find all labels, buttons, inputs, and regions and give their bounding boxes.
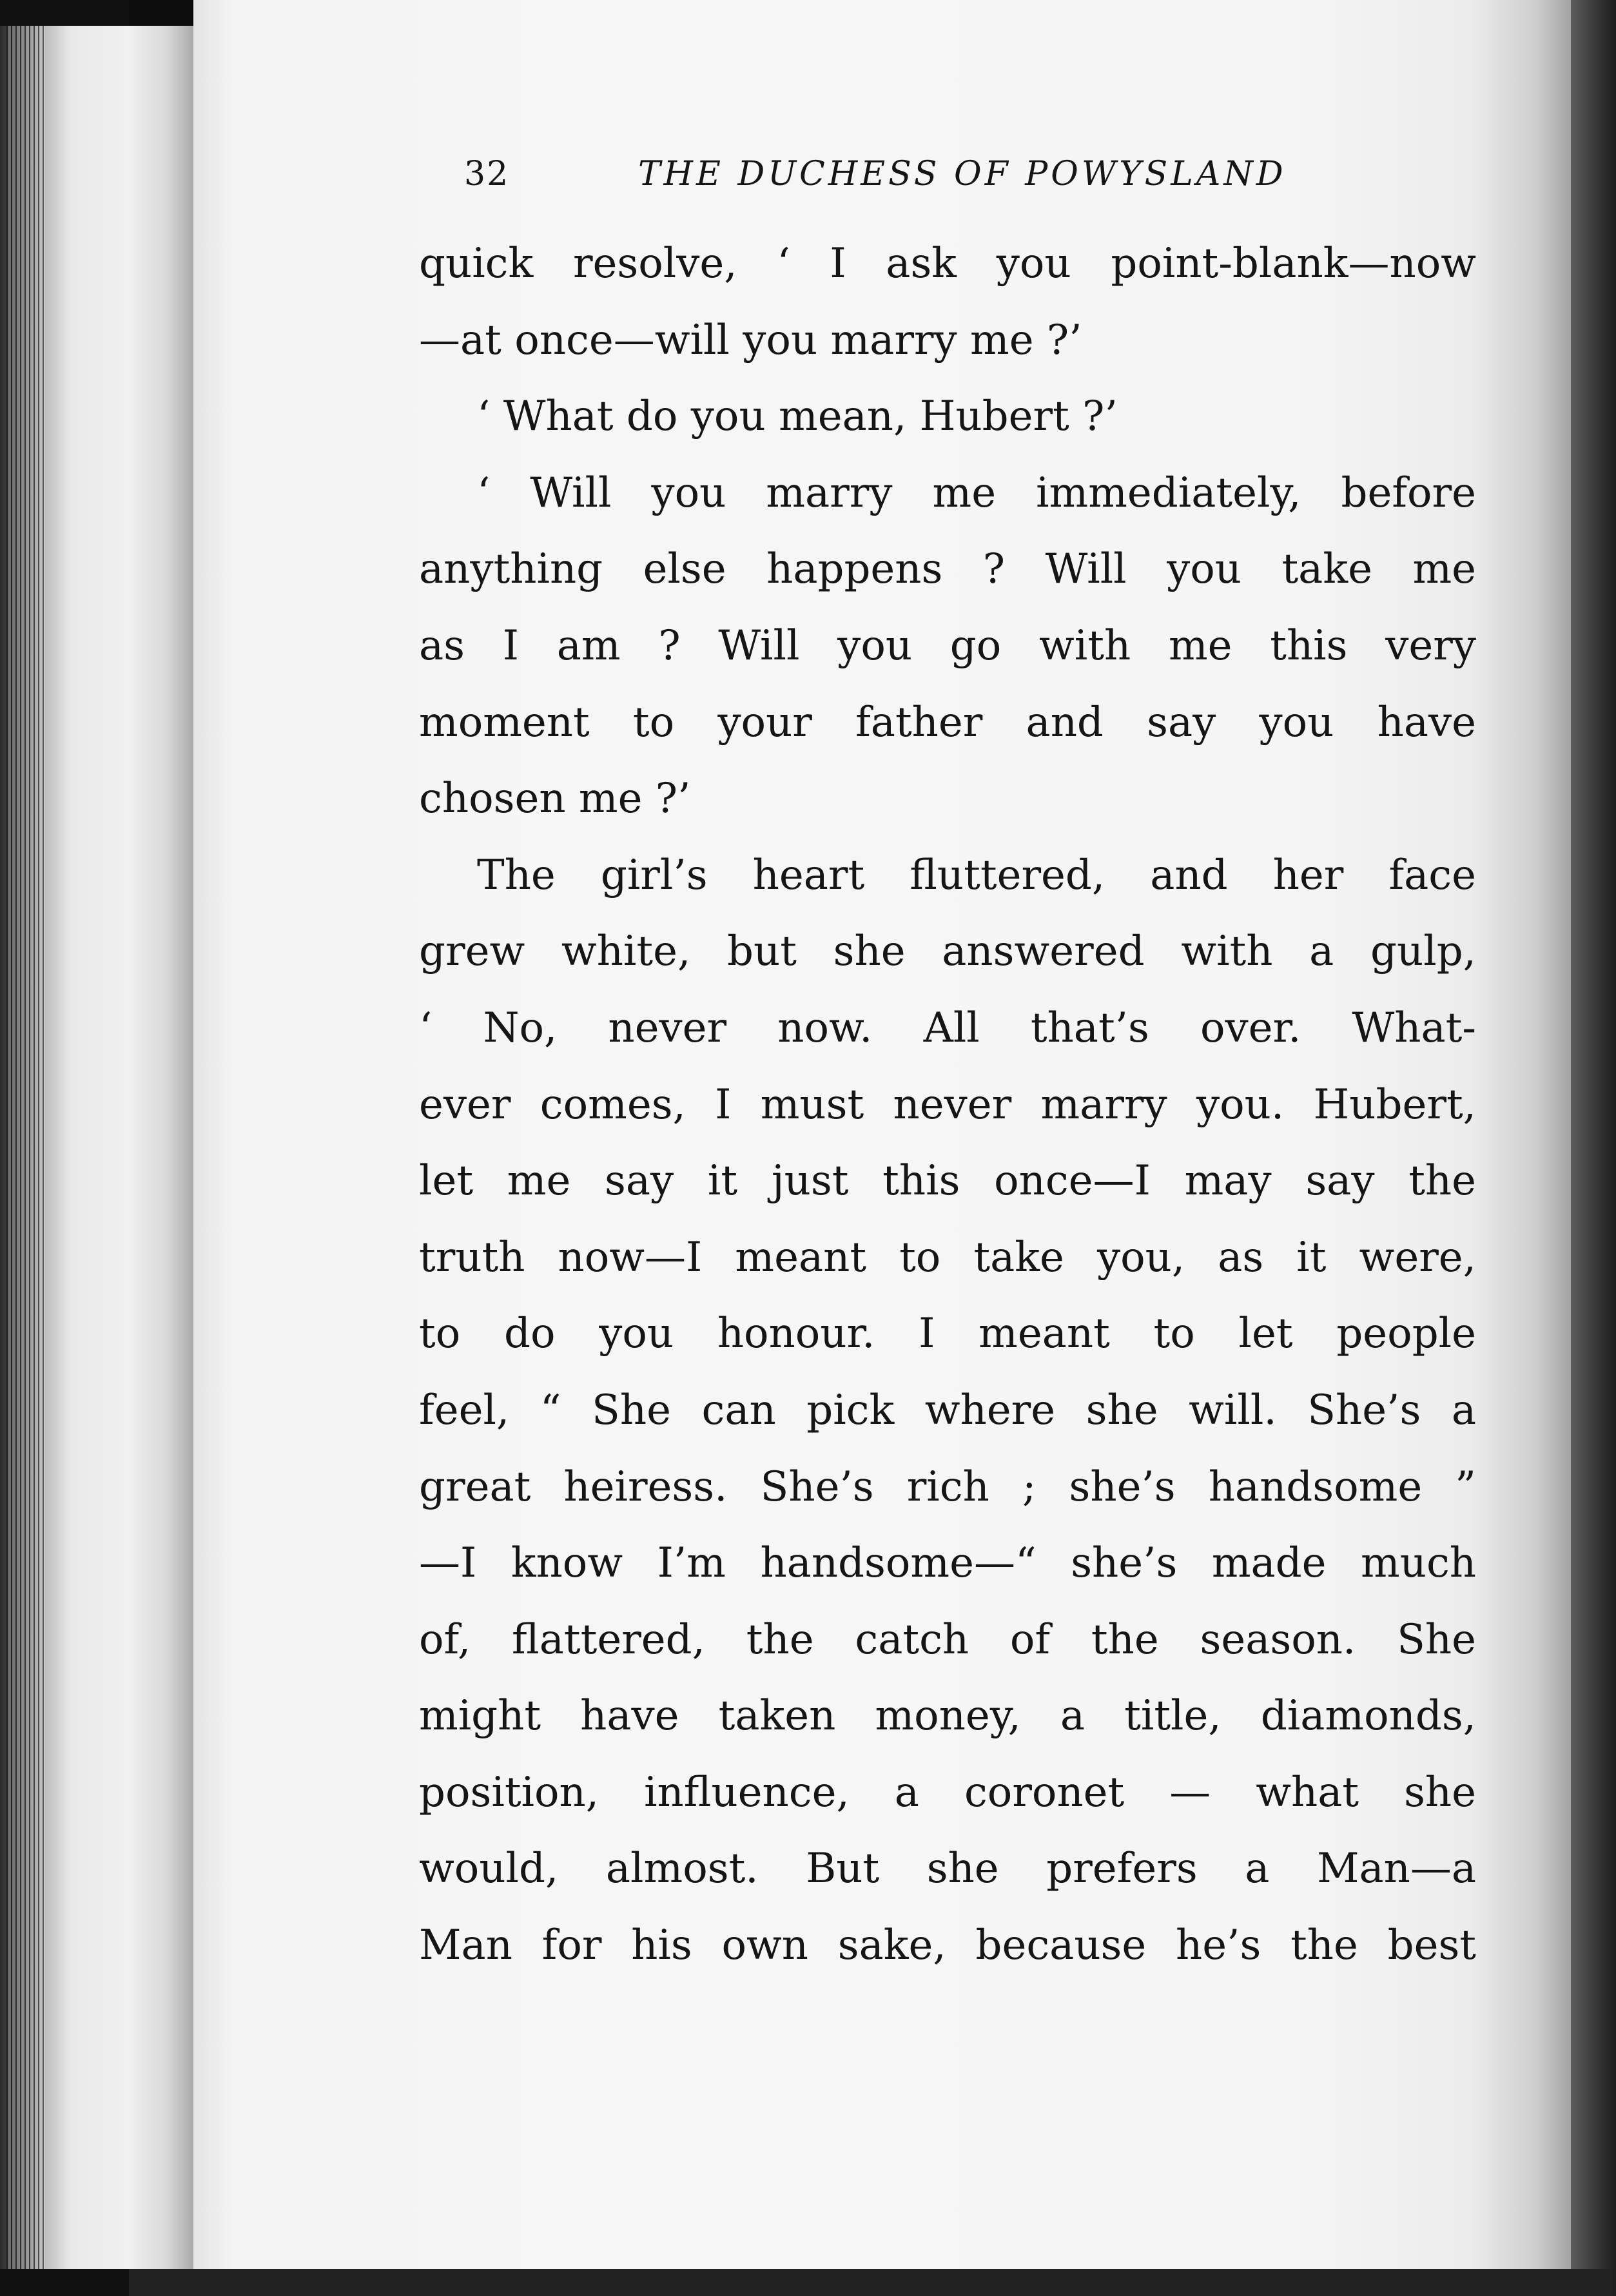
page-text-block bbox=[419, 135, 1476, 1984]
right-edge-shadow bbox=[1571, 0, 1616, 2296]
page-number: 32 bbox=[464, 155, 510, 193]
bottom-edge-shadow bbox=[129, 2269, 1611, 2296]
text-line: ‘ No, never now. All that’s over. What- bbox=[419, 1004, 1476, 1052]
text-line: The girl’s heart fluttered, and her face bbox=[477, 851, 1476, 899]
text-line: feel, “ She can pick where she will. She’s a bbox=[419, 1386, 1476, 1434]
text-line: as I am ? Will you go with me this very bbox=[419, 621, 1476, 670]
text-line: let me say it just this once—I may say the bbox=[419, 1157, 1476, 1205]
body-text bbox=[419, 226, 1476, 1984]
page-edge-lines bbox=[6, 26, 45, 2269]
text-line: —at once—will you marry me ?’ bbox=[419, 316, 1082, 364]
text-line: would, almost. But she prefers a Man—a bbox=[419, 1845, 1476, 1893]
text-line: ‘ What do you mean, Hubert ?’ bbox=[477, 393, 1118, 441]
running-head bbox=[419, 135, 1476, 226]
text-line: quick resolve, ‘ I ask you point-blank—now bbox=[419, 240, 1476, 287]
text-line: ever comes, I must never marry you. Hubert, bbox=[419, 1080, 1476, 1129]
text-line: chosen me ?’ bbox=[419, 775, 691, 823]
text-line: moment to your father and say you have bbox=[419, 698, 1476, 746]
text-line: to do you honour. I meant to let people bbox=[419, 1310, 1476, 1358]
left-page-edges bbox=[0, 26, 193, 2269]
text-line: —I know I’m handsome—“ she’s made much bbox=[419, 1539, 1476, 1588]
running-title: THE DUCHESS OF POWYSLAND bbox=[638, 155, 1287, 193]
text-line: Man for his own sake, because he’s the best bbox=[419, 1921, 1476, 1970]
text-line: anything else happens ? Will you take me bbox=[419, 545, 1476, 594]
text-line: great heiress. She’s rich ; she’s handsome ” bbox=[419, 1463, 1476, 1511]
text-line: ‘ Will you marry me immediately, before bbox=[477, 469, 1476, 517]
text-line: position, influence, a coronet — what she bbox=[419, 1768, 1476, 1816]
text-line: grew white, but she answered with a gulp, bbox=[419, 928, 1476, 976]
text-line: truth now—I meant to take you, as it were, bbox=[419, 1233, 1476, 1281]
text-line: might have taken money, a title, diamonds, bbox=[419, 1692, 1476, 1740]
text-line: of, flattered, the catch of the season. She bbox=[419, 1615, 1476, 1664]
